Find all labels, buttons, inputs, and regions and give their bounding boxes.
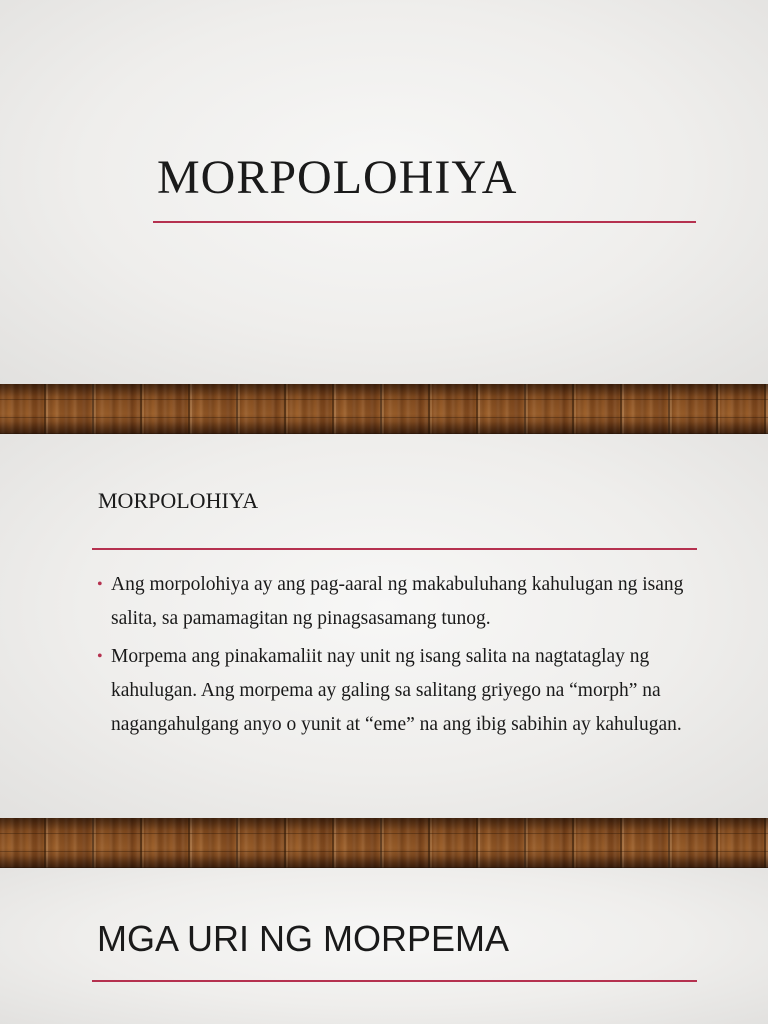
bullet-dot-icon: • [97, 648, 103, 665]
slide-2-title-underline [92, 548, 697, 550]
slide-1-title: MORPOLOHIYA [157, 151, 518, 204]
wood-floor-divider-1 [0, 384, 768, 434]
slide-1-title-underline [153, 221, 696, 223]
slide-3-title-underline [92, 980, 697, 982]
bullet-item [97, 640, 707, 742]
wood-floor-divider-2 [0, 818, 768, 868]
slide-2-title: MORPOLOHIYA [98, 488, 259, 513]
slide-2 [0, 434, 768, 818]
bullet-text: Ang morpolohiya ay ang pag-aaral ng makabuluhang kahulugan ng isang salita, sa pamamagitan ng pinagsasamang tunog. [111, 574, 684, 629]
slide-3-title: MGA URI NG MORPEMA [97, 918, 510, 959]
slide-3 [0, 868, 768, 1024]
slide-1 [0, 0, 768, 384]
bullet-item [97, 568, 707, 636]
slide-2-bullet-list [97, 568, 707, 746]
bullet-text: Morpema ang pinakamaliit nay unit ng isang salita na nagtataglay ng kahulugan. Ang morpema ay galing sa salitang griyego na “morph” na nagangahulgang anyo o yunit at “eme” na ang ibig sabihin ay kahulugan. [111, 646, 682, 735]
bullet-dot-icon: • [97, 576, 103, 593]
